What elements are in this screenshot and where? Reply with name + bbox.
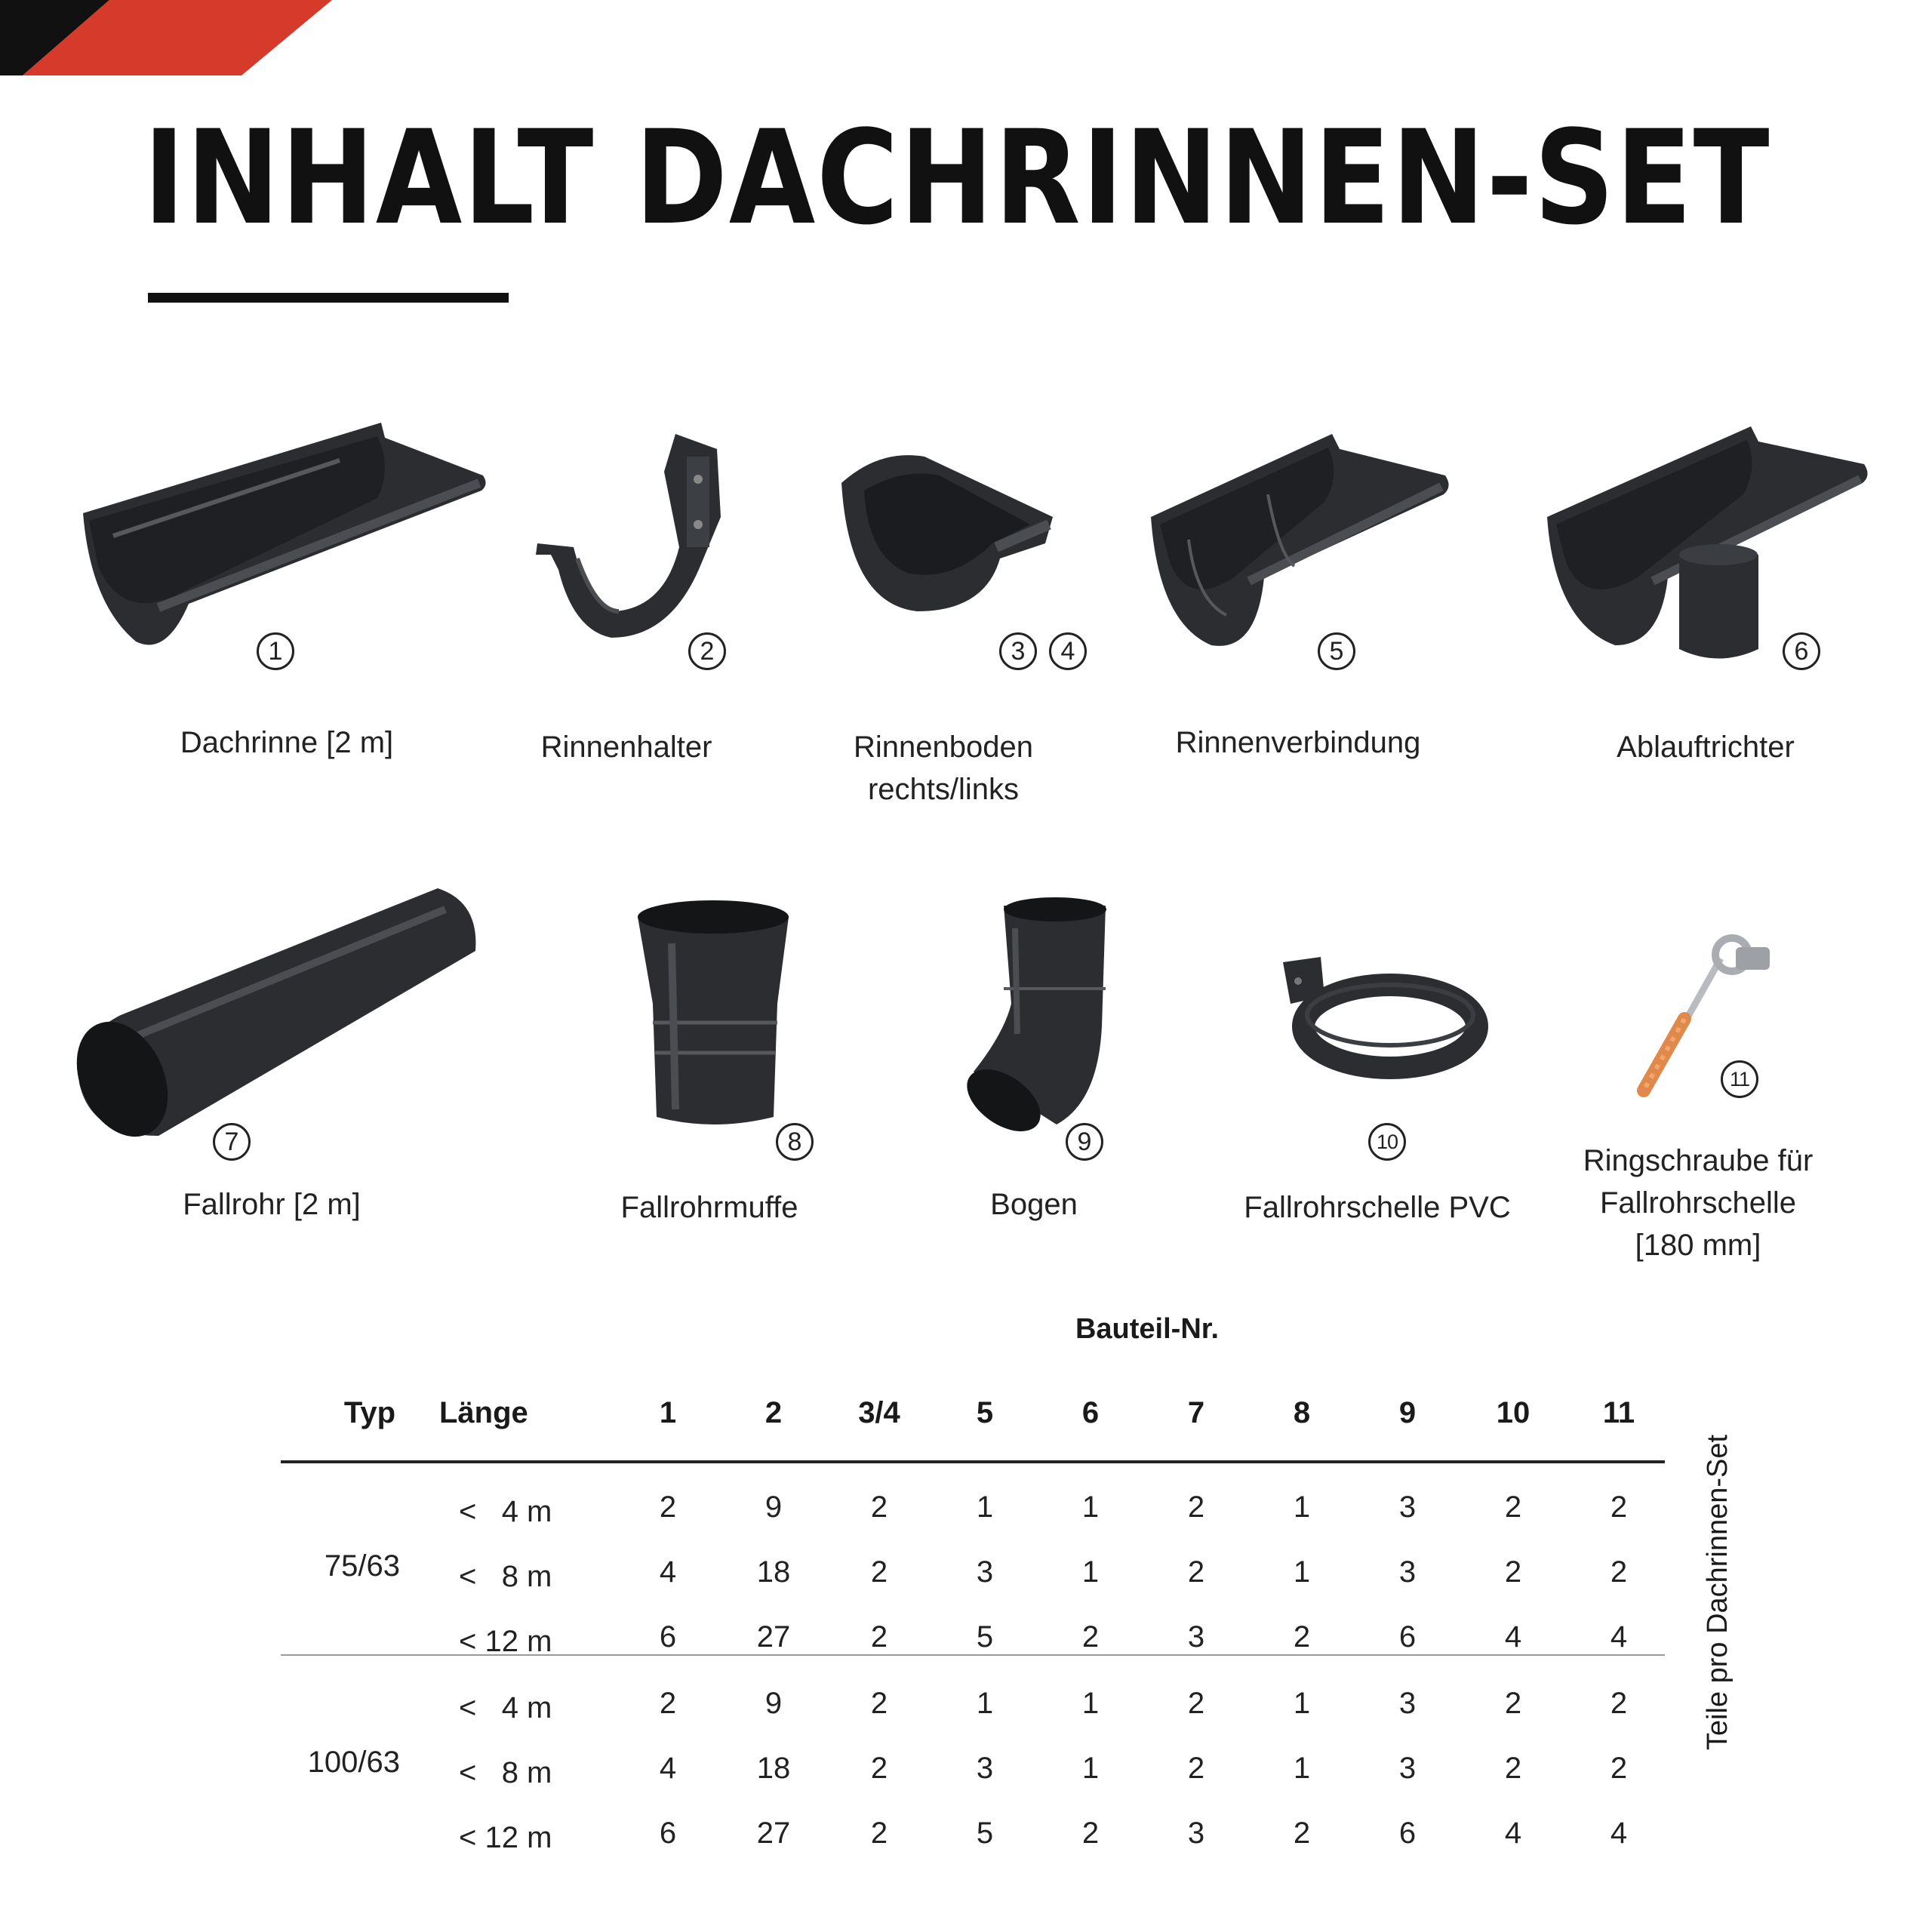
table-cell: 5 bbox=[976, 1817, 994, 1850]
table-cell: 2 bbox=[1610, 1687, 1628, 1720]
part-number-badge: 5 bbox=[1318, 632, 1355, 670]
length-label: < 8 m bbox=[459, 1756, 552, 1789]
length-label: < 8 m bbox=[459, 1560, 552, 1593]
part-number-badge: 6 bbox=[1783, 632, 1820, 670]
product-label: rechts/links bbox=[867, 773, 1020, 806]
type-label: 100/63 bbox=[307, 1746, 400, 1779]
part-number-badge: 4 bbox=[1049, 632, 1087, 670]
part-number-badge: 10 bbox=[1368, 1123, 1406, 1161]
table-cell: 1 bbox=[976, 1491, 994, 1524]
table-cell: 3 bbox=[976, 1555, 994, 1589]
table-cell: 1 bbox=[1293, 1491, 1311, 1524]
part-number-badge: 1 bbox=[257, 632, 294, 670]
table-cell: 2 bbox=[870, 1555, 888, 1589]
table-cell: 2 bbox=[870, 1752, 888, 1785]
length-label: < 4 m bbox=[459, 1691, 552, 1724]
product-label: Rinnenverbindung bbox=[1175, 726, 1421, 759]
table-cell: 4 bbox=[1610, 1620, 1628, 1654]
elbow-icon bbox=[958, 898, 1117, 1132]
table-cell: 4 bbox=[1504, 1620, 1522, 1654]
column-header-part: 11 bbox=[1602, 1396, 1635, 1429]
column-header-part: 8 bbox=[1293, 1396, 1311, 1429]
product-label: [180 mm] bbox=[1635, 1229, 1761, 1262]
product-label: Fallrohr [2 m] bbox=[183, 1188, 361, 1221]
table-cell: 6 bbox=[659, 1620, 677, 1654]
column-header-laenge: Länge bbox=[439, 1396, 528, 1429]
column-header-part: 6 bbox=[1081, 1396, 1100, 1429]
table-cell: 9 bbox=[764, 1687, 783, 1720]
table-caption: Bauteil-Nr. bbox=[1075, 1313, 1220, 1345]
table-cell: 3 bbox=[1398, 1752, 1417, 1785]
table-cell: 2 bbox=[659, 1491, 677, 1524]
column-header-typ: Typ bbox=[343, 1396, 396, 1429]
part-number-badge: 8 bbox=[776, 1123, 814, 1161]
part-number-badge: 9 bbox=[1066, 1123, 1103, 1161]
product-label: Dachrinne [2 m] bbox=[180, 726, 394, 759]
product-label: Rinnenboden bbox=[854, 731, 1033, 764]
column-header-part: 7 bbox=[1187, 1396, 1205, 1429]
table-cell: 3 bbox=[1398, 1555, 1417, 1589]
table-cell: 2 bbox=[1293, 1817, 1311, 1850]
table-cell: 2 bbox=[1610, 1555, 1628, 1589]
table-cell: 4 bbox=[1504, 1817, 1522, 1850]
part-number-badge: 11 bbox=[1721, 1060, 1758, 1098]
table-cell: 2 bbox=[870, 1687, 888, 1720]
header-divider bbox=[281, 1460, 1665, 1463]
column-header-part: 9 bbox=[1398, 1396, 1417, 1429]
table-cell: 1 bbox=[1081, 1687, 1100, 1720]
part-number-badge: 3 bbox=[999, 632, 1037, 670]
length-label: < 12 m bbox=[459, 1821, 552, 1854]
table-cell: 1 bbox=[1293, 1555, 1311, 1589]
table-cell: 2 bbox=[1081, 1620, 1100, 1654]
table-cell: 4 bbox=[659, 1555, 677, 1589]
column-header-part: 10 bbox=[1496, 1396, 1531, 1429]
table-cell: 2 bbox=[1187, 1555, 1205, 1589]
table-cell: 2 bbox=[1504, 1752, 1522, 1785]
end-cap-icon bbox=[834, 453, 1060, 619]
table-cell: 2 bbox=[1610, 1752, 1628, 1785]
page-title: INHALT DACHRINNEN-SET bbox=[143, 102, 1771, 254]
table-cell: 3 bbox=[1398, 1491, 1417, 1524]
part-number-badge: 7 bbox=[213, 1123, 251, 1161]
table-cell: 3 bbox=[1398, 1687, 1417, 1720]
product-label: Fallrohrschelle bbox=[1599, 1186, 1797, 1220]
table-cell: 27 bbox=[756, 1817, 791, 1850]
table-cell: 3 bbox=[976, 1752, 994, 1785]
outlet-icon bbox=[1540, 419, 1872, 668]
table-cell: 5 bbox=[976, 1620, 994, 1654]
table-cell: 18 bbox=[756, 1752, 791, 1785]
table-cell: 1 bbox=[976, 1687, 994, 1720]
table-cell: 6 bbox=[659, 1817, 677, 1850]
table-cell: 2 bbox=[1081, 1817, 1100, 1850]
length-label: < 4 m bbox=[459, 1495, 552, 1528]
gutter-icon bbox=[75, 415, 498, 672]
product-label: Fallrohrschelle PVC bbox=[1244, 1191, 1511, 1224]
table-cell: 4 bbox=[1610, 1817, 1628, 1850]
table-cell: 18 bbox=[756, 1555, 791, 1589]
table-cell: 2 bbox=[870, 1620, 888, 1654]
table-cell: 2 bbox=[870, 1817, 888, 1850]
table-cell: 2 bbox=[1504, 1491, 1522, 1524]
length-label: < 12 m bbox=[459, 1625, 552, 1658]
side-label: Teile pro Dachrinnen-Set bbox=[1702, 1434, 1734, 1751]
product-label: Ablauftrichter bbox=[1617, 731, 1795, 764]
table-cell: 2 bbox=[1187, 1752, 1205, 1785]
type-label: 75/63 bbox=[324, 1549, 400, 1583]
table-cell: 2 bbox=[1504, 1687, 1522, 1720]
product-label: Fallrohrmuffe bbox=[620, 1191, 798, 1224]
downpipe-icon bbox=[75, 887, 479, 1143]
gutter-connector-icon bbox=[1143, 426, 1460, 660]
pipe-socket-icon bbox=[634, 898, 792, 1132]
product-label: Rinnenhalter bbox=[540, 731, 712, 764]
table-cell: 1 bbox=[1293, 1687, 1311, 1720]
ring-screw-icon bbox=[1630, 928, 1781, 1094]
product-label: Ringschraube für bbox=[1583, 1144, 1814, 1177]
column-header-part: 5 bbox=[976, 1396, 994, 1429]
table-cell: 1 bbox=[1081, 1491, 1100, 1524]
table-cell: 4 bbox=[659, 1752, 677, 1785]
part-number-badge: 2 bbox=[688, 632, 726, 670]
column-header-part: 2 bbox=[764, 1396, 783, 1429]
corner-accent bbox=[0, 0, 347, 83]
table-cell: 2 bbox=[1610, 1491, 1628, 1524]
table-cell: 2 bbox=[1187, 1491, 1205, 1524]
table-cell: 2 bbox=[870, 1491, 888, 1524]
table-cell: 2 bbox=[1187, 1687, 1205, 1720]
table-cell: 9 bbox=[764, 1491, 783, 1524]
table-cell: 3 bbox=[1187, 1817, 1205, 1850]
title-underline bbox=[148, 293, 509, 303]
table-cell: 27 bbox=[756, 1620, 791, 1654]
product-label: Bogen bbox=[990, 1188, 1078, 1221]
column-header-part: 3/4 bbox=[858, 1396, 900, 1429]
pipe-clamp-icon bbox=[1275, 951, 1479, 1087]
table-cell: 2 bbox=[1293, 1620, 1311, 1654]
table-cell: 1 bbox=[1081, 1555, 1100, 1589]
table-cell: 3 bbox=[1187, 1620, 1205, 1654]
table-cell: 1 bbox=[1081, 1752, 1100, 1785]
gutter-bracket-icon bbox=[528, 426, 732, 653]
column-header-part: 1 bbox=[659, 1396, 677, 1429]
table-cell: 6 bbox=[1398, 1817, 1417, 1850]
table-cell: 1 bbox=[1293, 1752, 1311, 1785]
table-cell: 6 bbox=[1398, 1620, 1417, 1654]
table-cell: 2 bbox=[659, 1687, 677, 1720]
table-cell: 2 bbox=[1504, 1555, 1522, 1589]
